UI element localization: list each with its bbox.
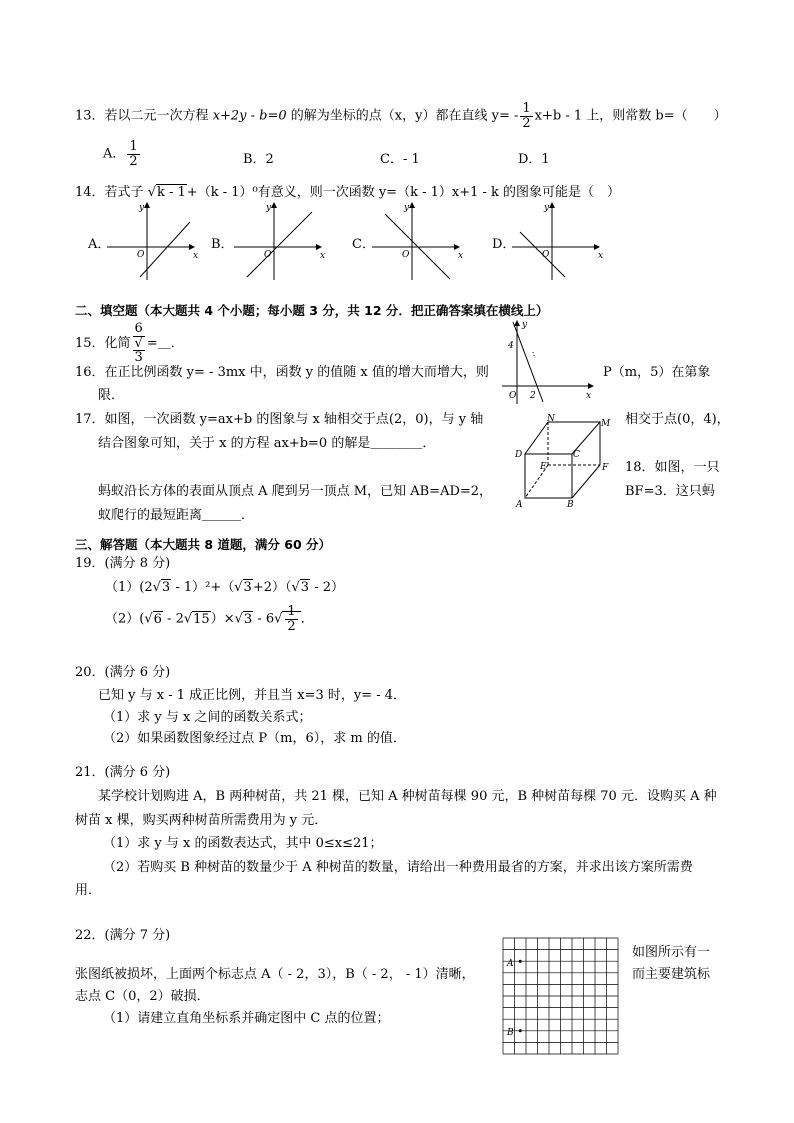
- q22-heading: 22．(满分 7 分): [75, 928, 171, 943]
- q22-grid: [503, 938, 619, 1056]
- q21-line5: 用．: [75, 883, 102, 898]
- svg-text:4: 4: [508, 341, 514, 351]
- svg-text:x: x: [458, 251, 464, 261]
- svg-text:x: x: [193, 251, 199, 261]
- q13-stem: [75, 102, 727, 130]
- svg-text:O: O: [137, 250, 145, 260]
- svg-text:M: M: [601, 419, 611, 429]
- q13-option-d: D．1: [518, 152, 550, 167]
- svg-text:x: x: [598, 251, 604, 261]
- svg-text:F: F: [602, 463, 609, 473]
- q13-option-b: B．2: [243, 152, 274, 167]
- q20-line1: 已知 y 与 x - 1 成正比例，并且当 x=3 时，y= - 4．: [98, 688, 407, 703]
- svg-text:y: y: [404, 203, 410, 213]
- q13-option-a: A． $\frac{1}{2}$: [103, 139, 138, 169]
- q17-right: 相交于点(0，4)，: [625, 412, 730, 427]
- q13-number: 13．若以二元一次方程: [75, 108, 213, 124]
- q17-graph: [500, 318, 600, 406]
- q16-line2: 限．: [98, 388, 125, 403]
- q18-cuboid: [510, 412, 610, 512]
- svg-text:y: y: [544, 203, 550, 213]
- q22-right1: 如图所示有一: [632, 945, 711, 960]
- section-2-heading: 二、填空题（本大题共 4 个小题；每小题 3 分，共 12 分．把正确答案填在横线上）: [75, 303, 549, 318]
- svg-text:B: B: [567, 500, 574, 510]
- q20-line3: （2）如果函数图象经过点 P（m，6），求 m 的值．: [103, 731, 406, 746]
- q14-label-b: B．: [211, 237, 234, 252]
- q21-line3: （1）求 y 与 x 的函数表达式，其中 0≤x≤21；: [103, 836, 383, 851]
- q14-graph-b: [232, 202, 332, 282]
- svg-text:y: y: [139, 203, 145, 213]
- q19-heading: 19．(满分 8 分): [75, 556, 171, 571]
- q20-line2: （1）求 y 与 x 之间的函数关系式；: [103, 710, 312, 725]
- q21-line2: 树苗 x 棵，购买两种树苗所需费用为 y 元．: [75, 813, 328, 828]
- svg-text:O: O: [402, 250, 410, 260]
- svg-text:N: N: [547, 414, 555, 424]
- svg-text:O: O: [542, 250, 550, 260]
- q13-tail: x+b - 1 上，则常数 b=（ ）: [534, 108, 727, 124]
- svg-text:y: y: [522, 320, 528, 330]
- q13-equation: x+2y - b=0: [212, 108, 287, 124]
- svg-text:2: 2: [530, 391, 536, 401]
- q14-label-d: D．: [492, 237, 516, 252]
- grid-point-b: [519, 1029, 522, 1032]
- q17-line1: 17．如图，一次函数 y=ax+b 的图象与 x 轴相交于点(2，0)，与 y 轴: [75, 412, 484, 427]
- q14-label-c: C．: [352, 237, 375, 252]
- q13-option-c: C．- 1: [380, 152, 420, 167]
- q21-heading: 21．(满分 6 分): [75, 765, 171, 780]
- q21-line1: 某学校计划购进 A，B 两种树苗，共 21 棵，已知 A 种树苗每棵 90 元，B 种树苗每棵 70 元．设购买 A 种: [98, 789, 717, 804]
- q15-stem: 15．化简 6 √ 3 =＿．: [75, 321, 184, 366]
- q16-line1: 16．在正比例函数 y= - 3mx 中，函数 y 的值随 x 值的增大而增大，则: [75, 365, 489, 380]
- grid-point-a: [519, 960, 522, 963]
- svg-text:C: C: [573, 450, 580, 460]
- q17-line2: 结合图象可知，关于 x 的方程 ax+b=0 的解是＿＿＿＿．: [98, 436, 436, 451]
- q18-right2: BF=3．这只蚂: [625, 484, 715, 499]
- q14-stem: 14．若式子 √k - 1+（k - 1）⁰有意义，则一次函数 y=（k - 1）x+1 - k 的图象可能是（ ）: [75, 185, 621, 200]
- q19-part1: （1）(2√3 - 1）²+（√3+2）（√3 - 2）: [105, 580, 345, 595]
- q14-label-a: A．: [88, 237, 111, 252]
- q19-part2: （2）(√6 - 2√15）×√3 - 6√ $\frac{1}{2}$ ．: [105, 604, 314, 634]
- q18-line1: 蚂蚁沿长方体的表面从顶点 A 爬到另一顶点 M，已知 AB=AD=2，: [98, 484, 493, 499]
- svg-text:B: B: [507, 1028, 514, 1038]
- q18-right1: 18．如图，一只: [625, 460, 720, 475]
- svg-text:A: A: [507, 959, 514, 969]
- q22-right2: 而主要建筑标: [632, 967, 711, 982]
- q18-line2: 蚁爬行的最短距离＿＿＿．: [98, 508, 255, 523]
- q13-mid: 的解为坐标的点（x，y）都在直线 y= -: [286, 108, 519, 124]
- svg-text:x: x: [320, 251, 326, 261]
- svg-text:x: x: [586, 391, 592, 401]
- q14-graph-d: [510, 202, 610, 282]
- q20-heading: 20．(满分 6 分): [75, 665, 171, 680]
- q14-graph-a: [105, 202, 205, 282]
- svg-text:O: O: [509, 391, 517, 401]
- q16-right: P（m，5）在第象: [603, 365, 711, 380]
- q14-graph-c: [370, 202, 470, 282]
- q22-line3: （1）请建立直角坐标系并确定图中 C 点的位置；: [103, 1011, 390, 1026]
- svg-text:A: A: [516, 500, 523, 510]
- q13-fraction: $\frac{1}{2}$: [522, 101, 531, 131]
- q21-line4: （2）若购买 B 种树苗的数量少于 A 种树苗的数量，请给出一种费用最省的方案，并求出该方案所需费: [103, 860, 693, 875]
- svg-text:E: E: [540, 462, 547, 472]
- q22-line2: 志点 C（0，2）破损．: [75, 989, 210, 1004]
- svg-text:D: D: [515, 450, 523, 460]
- q22-line1: 张图纸被损坏，上面两个标志点 A（ - 2，3），B（ - 2， - 1）清晰，: [75, 967, 475, 982]
- section-3-heading: 三、解答题（本大题共 8 道题，满分 60 分）: [75, 537, 332, 552]
- svg-text:y: y: [266, 203, 272, 213]
- svg-text:O: O: [264, 250, 272, 260]
